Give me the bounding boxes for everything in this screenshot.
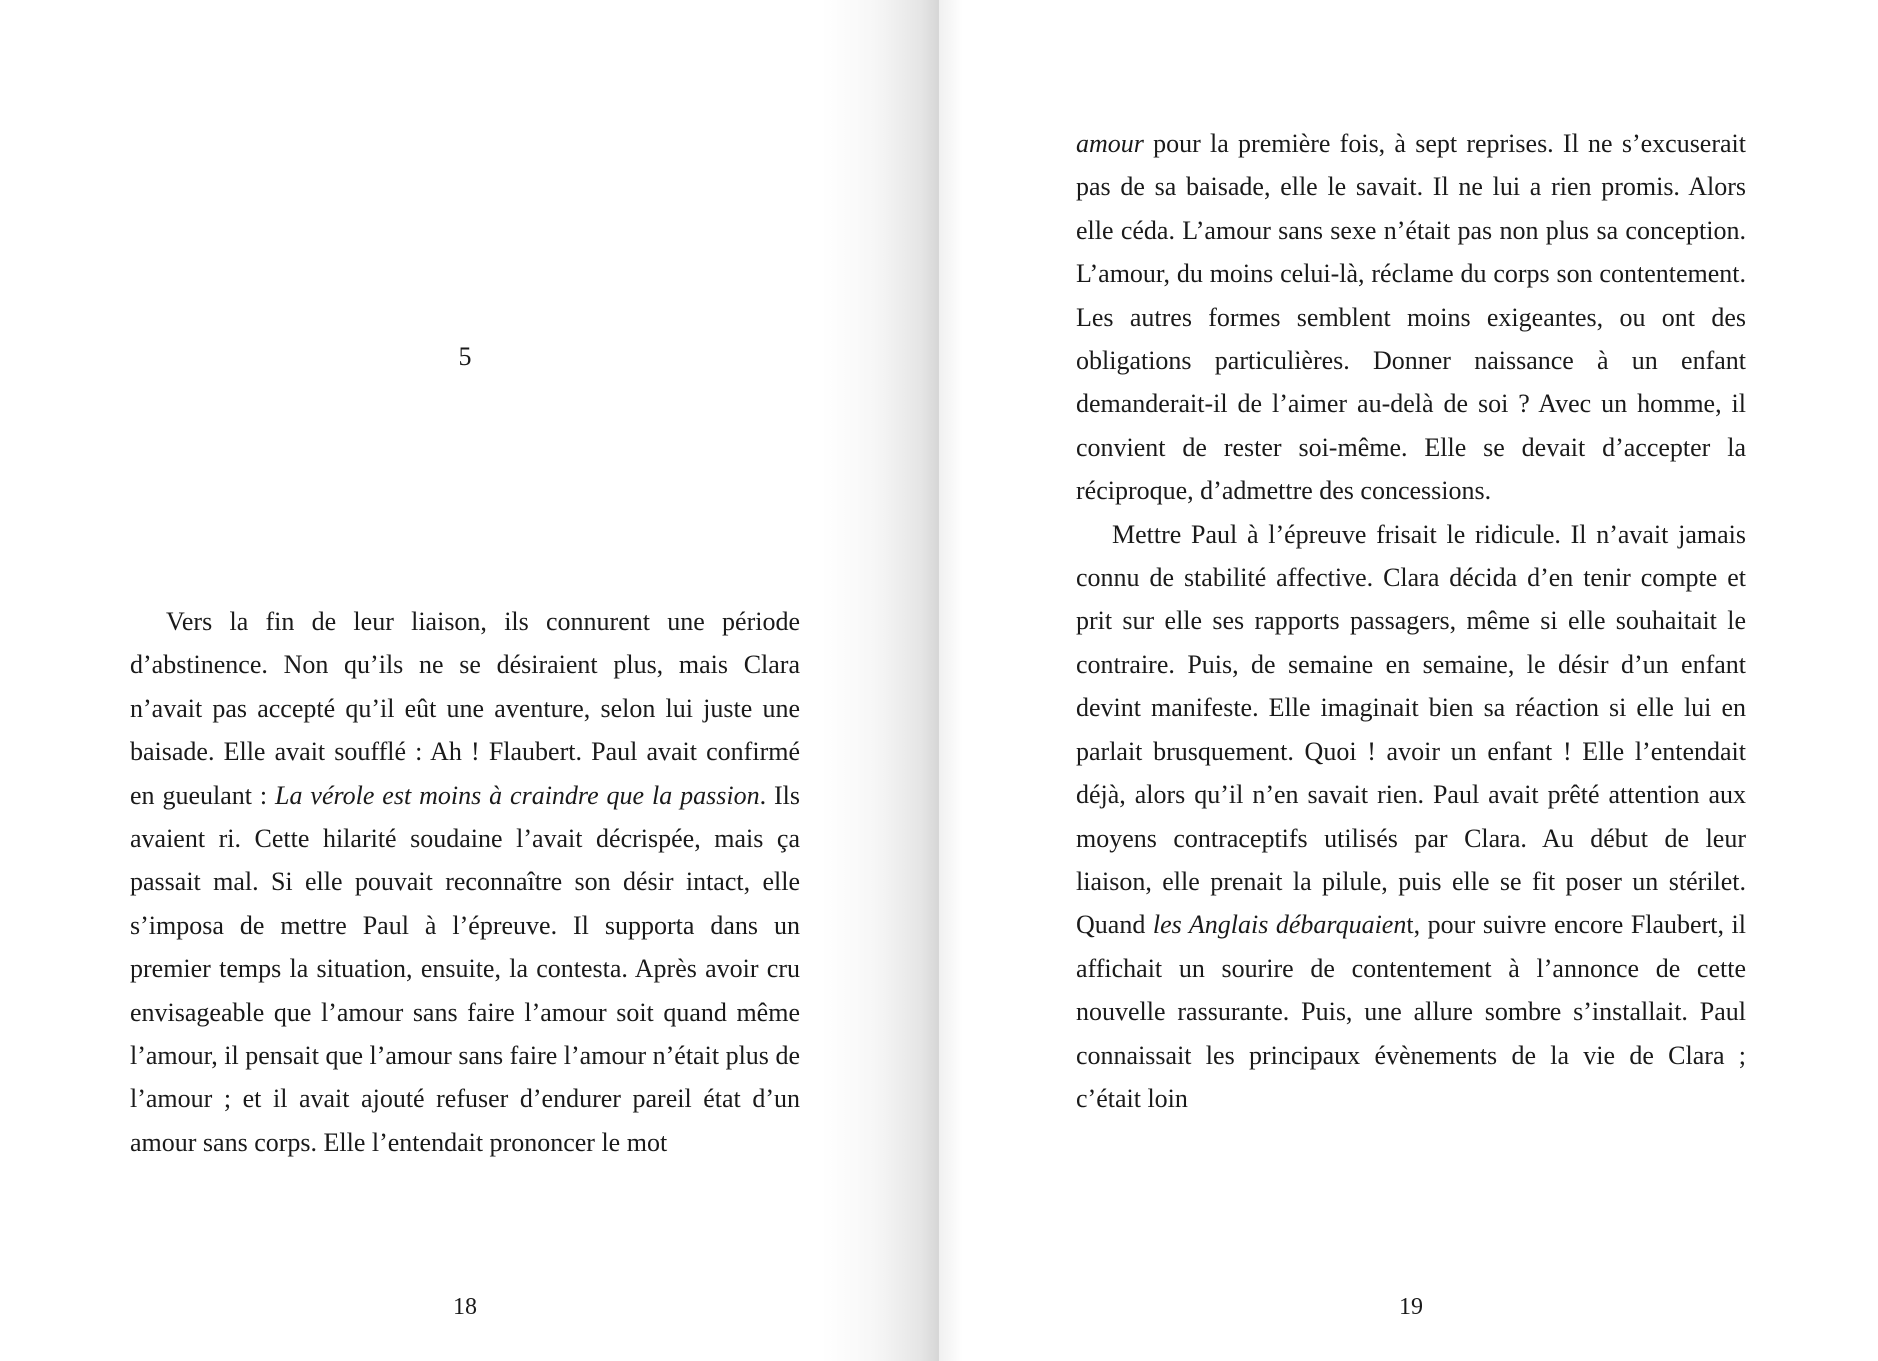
paragraph bbox=[1076, 122, 1746, 513]
left-page-text bbox=[130, 600, 800, 1164]
text-run: t, pour suivre encore Flaubert, il affichait un sourire de contentement à l’annonce de cette nouvelle rassurante. Puis, une allure sombre s’installait. Paul connaissait les principaux évènements de la vie de Clara ; c’était loin bbox=[1076, 910, 1746, 1113]
page-number-right: 19 bbox=[1399, 1294, 1423, 1320]
italic-word: amour bbox=[1076, 129, 1144, 158]
right-page-text bbox=[1076, 122, 1746, 1120]
chapter-number: 5 bbox=[458, 342, 472, 371]
text-run: pour la première fois, à sept reprises. Il ne s’excuserait pas de sa baisade, elle le savait. Il ne lui a rien promis. Alors elle céda. L’amour sans sexe n’était pas non plus sa conception. L’amour, du moins celui-là, réclame du corps son contentement. Les autres formes semblent moins exigeantes, ou ont des obligations particulières. Donner naissance à un enfant demanderait-il de l’aimer au-delà de soi ? Avec un homme, il convient de rester soi-même. Elle se devait d’accepter la réciproque, d’admettre des concessions. bbox=[1076, 129, 1746, 506]
right-page bbox=[939, 0, 1878, 1361]
italic-quote: La vérole est moins à craindre que la passion bbox=[275, 780, 760, 810]
paragraph bbox=[1076, 513, 1746, 1121]
text-run: Vers la fin de leur liaison, ils connurent une période d’abstinence. Non qu’ils ne se désiraient plus, mais Clara n’avait pas accepté qu’il eût une aventure, selon lui juste une baisade. Elle avait soufflé : Ah ! Flaubert. Paul avait confirmé en gueulant : bbox=[130, 607, 800, 810]
text-run: Mettre Paul à l’épreuve frisait le ridicule. Il n’avait jamais connu de stabilité affective. Clara décida d’en tenir compte et prit sur elle ses rapports passagers, même si elle souhaitait le contraire. Puis, de semaine en semaine, le désir d’un enfant devint manifeste. Elle imaginait bien sa réaction si elle lui en parlait brusquement. Quoi ! avoir un enfant ! Elle l’entendait déjà, alors qu’il n’en savait rien. Paul avait prêté attention aux moyens contraceptifs utilisés par Clara. Au début de leur liaison, elle prenait la pilule, puis elle se fit poser un stérilet. Quand bbox=[1076, 519, 1746, 940]
text-run: . Ils avaient ri. Cette hilarité soudaine l’avait décrispée, mais ça passait mal. Si elle pouvait reconnaître son désir intact, elle s’imposa de mettre Paul à l’épreuve. Il supporta dans un premier temps la situation, ensuite, la contesta. Après avoir cru envisageable que l’amour sans faire l’amour soit quand même l’amour, il pensait que l’amour sans faire l’amour n’était plus de l’amour ; et il avait ajouté refuser d’endurer pareil état d’un amour sans corps. Elle l’entendait prononcer le mot bbox=[130, 780, 801, 1157]
page-number-left: 18 bbox=[453, 1294, 477, 1320]
paragraph bbox=[130, 600, 800, 1164]
italic-quote: les Anglais débarquaien bbox=[1152, 910, 1407, 940]
